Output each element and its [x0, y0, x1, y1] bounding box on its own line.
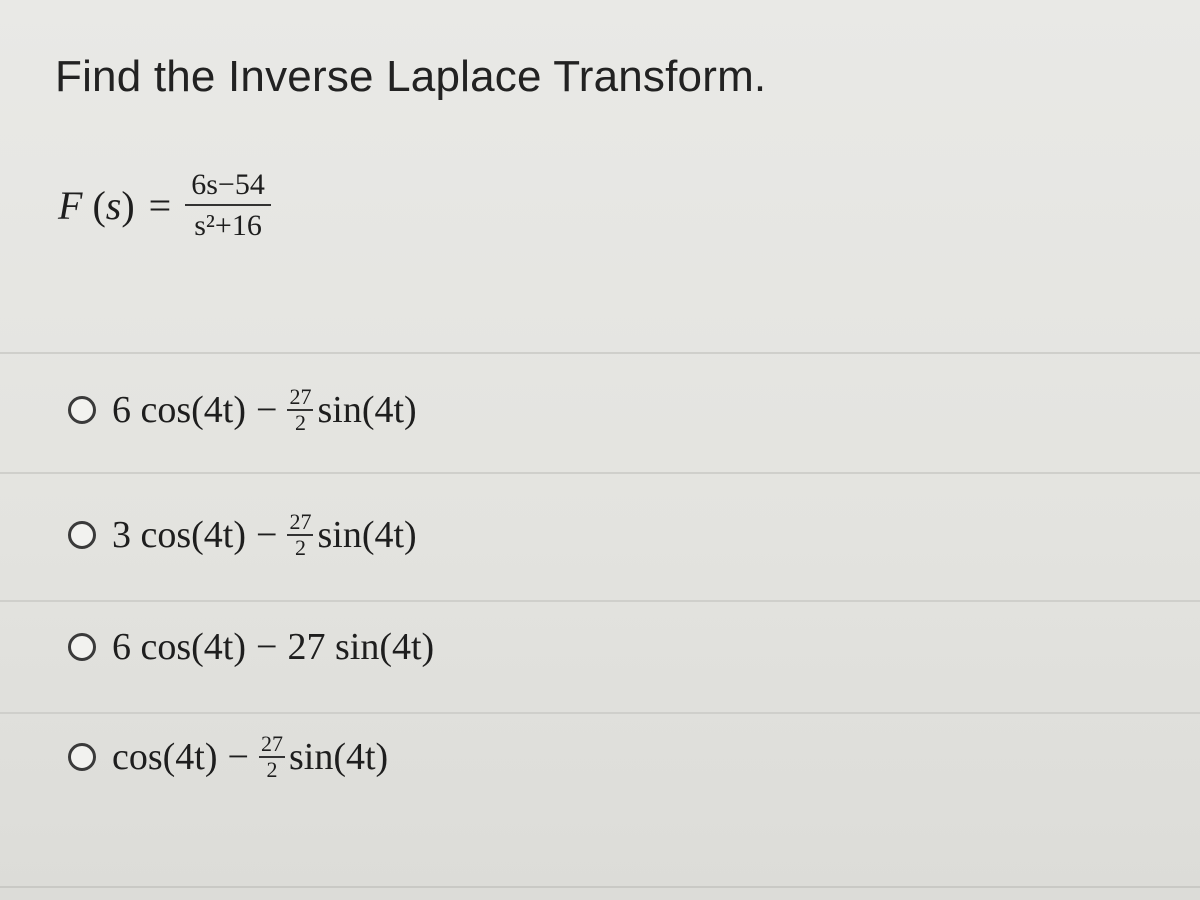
minus-sign: − [256, 626, 278, 668]
cos-coefficient: 6 [112, 626, 131, 668]
cos-coefficient: 6 [112, 389, 131, 431]
radio-button[interactable] [68, 521, 96, 549]
fraction-denominator: s²+16 [194, 209, 262, 242]
fraction-numerator: 27 [260, 731, 283, 756]
sin-term: sin(4t) [288, 736, 389, 778]
fraction-numerator: 6s−54 [185, 169, 271, 207]
cos-term: cos(4t) [112, 736, 218, 778]
answer-option-3[interactable] [68, 612, 434, 682]
radio-button[interactable] [68, 633, 96, 661]
question-title: Find the Inverse Laplace Transform. [55, 52, 767, 101]
radio-button[interactable] [68, 396, 96, 424]
fraction-denominator: 2 [294, 410, 306, 435]
answer-expression [112, 733, 388, 781]
answer-option-1[interactable] [68, 375, 417, 445]
answer-option-4[interactable] [68, 722, 388, 792]
equals-sign: = [148, 182, 172, 228]
sin-term: sin(4t) [317, 514, 417, 556]
cos-coefficient: 3 [112, 514, 131, 556]
sin-coefficient-fraction [287, 386, 313, 434]
minus-sign: − [256, 389, 278, 431]
sin-coefficient-fraction [259, 733, 285, 781]
answer-expression [112, 625, 434, 669]
minus-sign: − [227, 736, 249, 778]
fraction-denominator: 2 [294, 535, 306, 560]
formula-fraction [185, 169, 271, 242]
function-name: F [58, 182, 83, 228]
cos-term: cos(4t) [140, 514, 247, 556]
divider [0, 712, 1200, 714]
divider [0, 600, 1200, 602]
sin-term: sin(4t) [334, 626, 435, 668]
cos-term: cos(4t) [140, 389, 247, 431]
answer-expression [112, 386, 417, 434]
function-variable: s [105, 182, 122, 228]
sin-coefficient: 27 [287, 626, 326, 668]
answer-option-2[interactable] [68, 500, 417, 570]
divider [0, 472, 1200, 474]
fraction-denominator: 2 [266, 757, 278, 782]
sin-term: sin(4t) [317, 389, 417, 431]
fraction-numerator: 27 [289, 384, 312, 409]
answer-expression [112, 511, 417, 559]
divider [0, 352, 1200, 354]
sin-coefficient-fraction [287, 511, 313, 559]
transform-formula [58, 150, 271, 260]
cos-term: cos(4t) [140, 626, 247, 668]
minus-sign: − [256, 514, 278, 556]
divider [0, 886, 1200, 888]
radio-button[interactable] [68, 743, 96, 771]
formula-lhs: F (s) [58, 182, 135, 228]
fraction-numerator: 27 [289, 509, 312, 534]
